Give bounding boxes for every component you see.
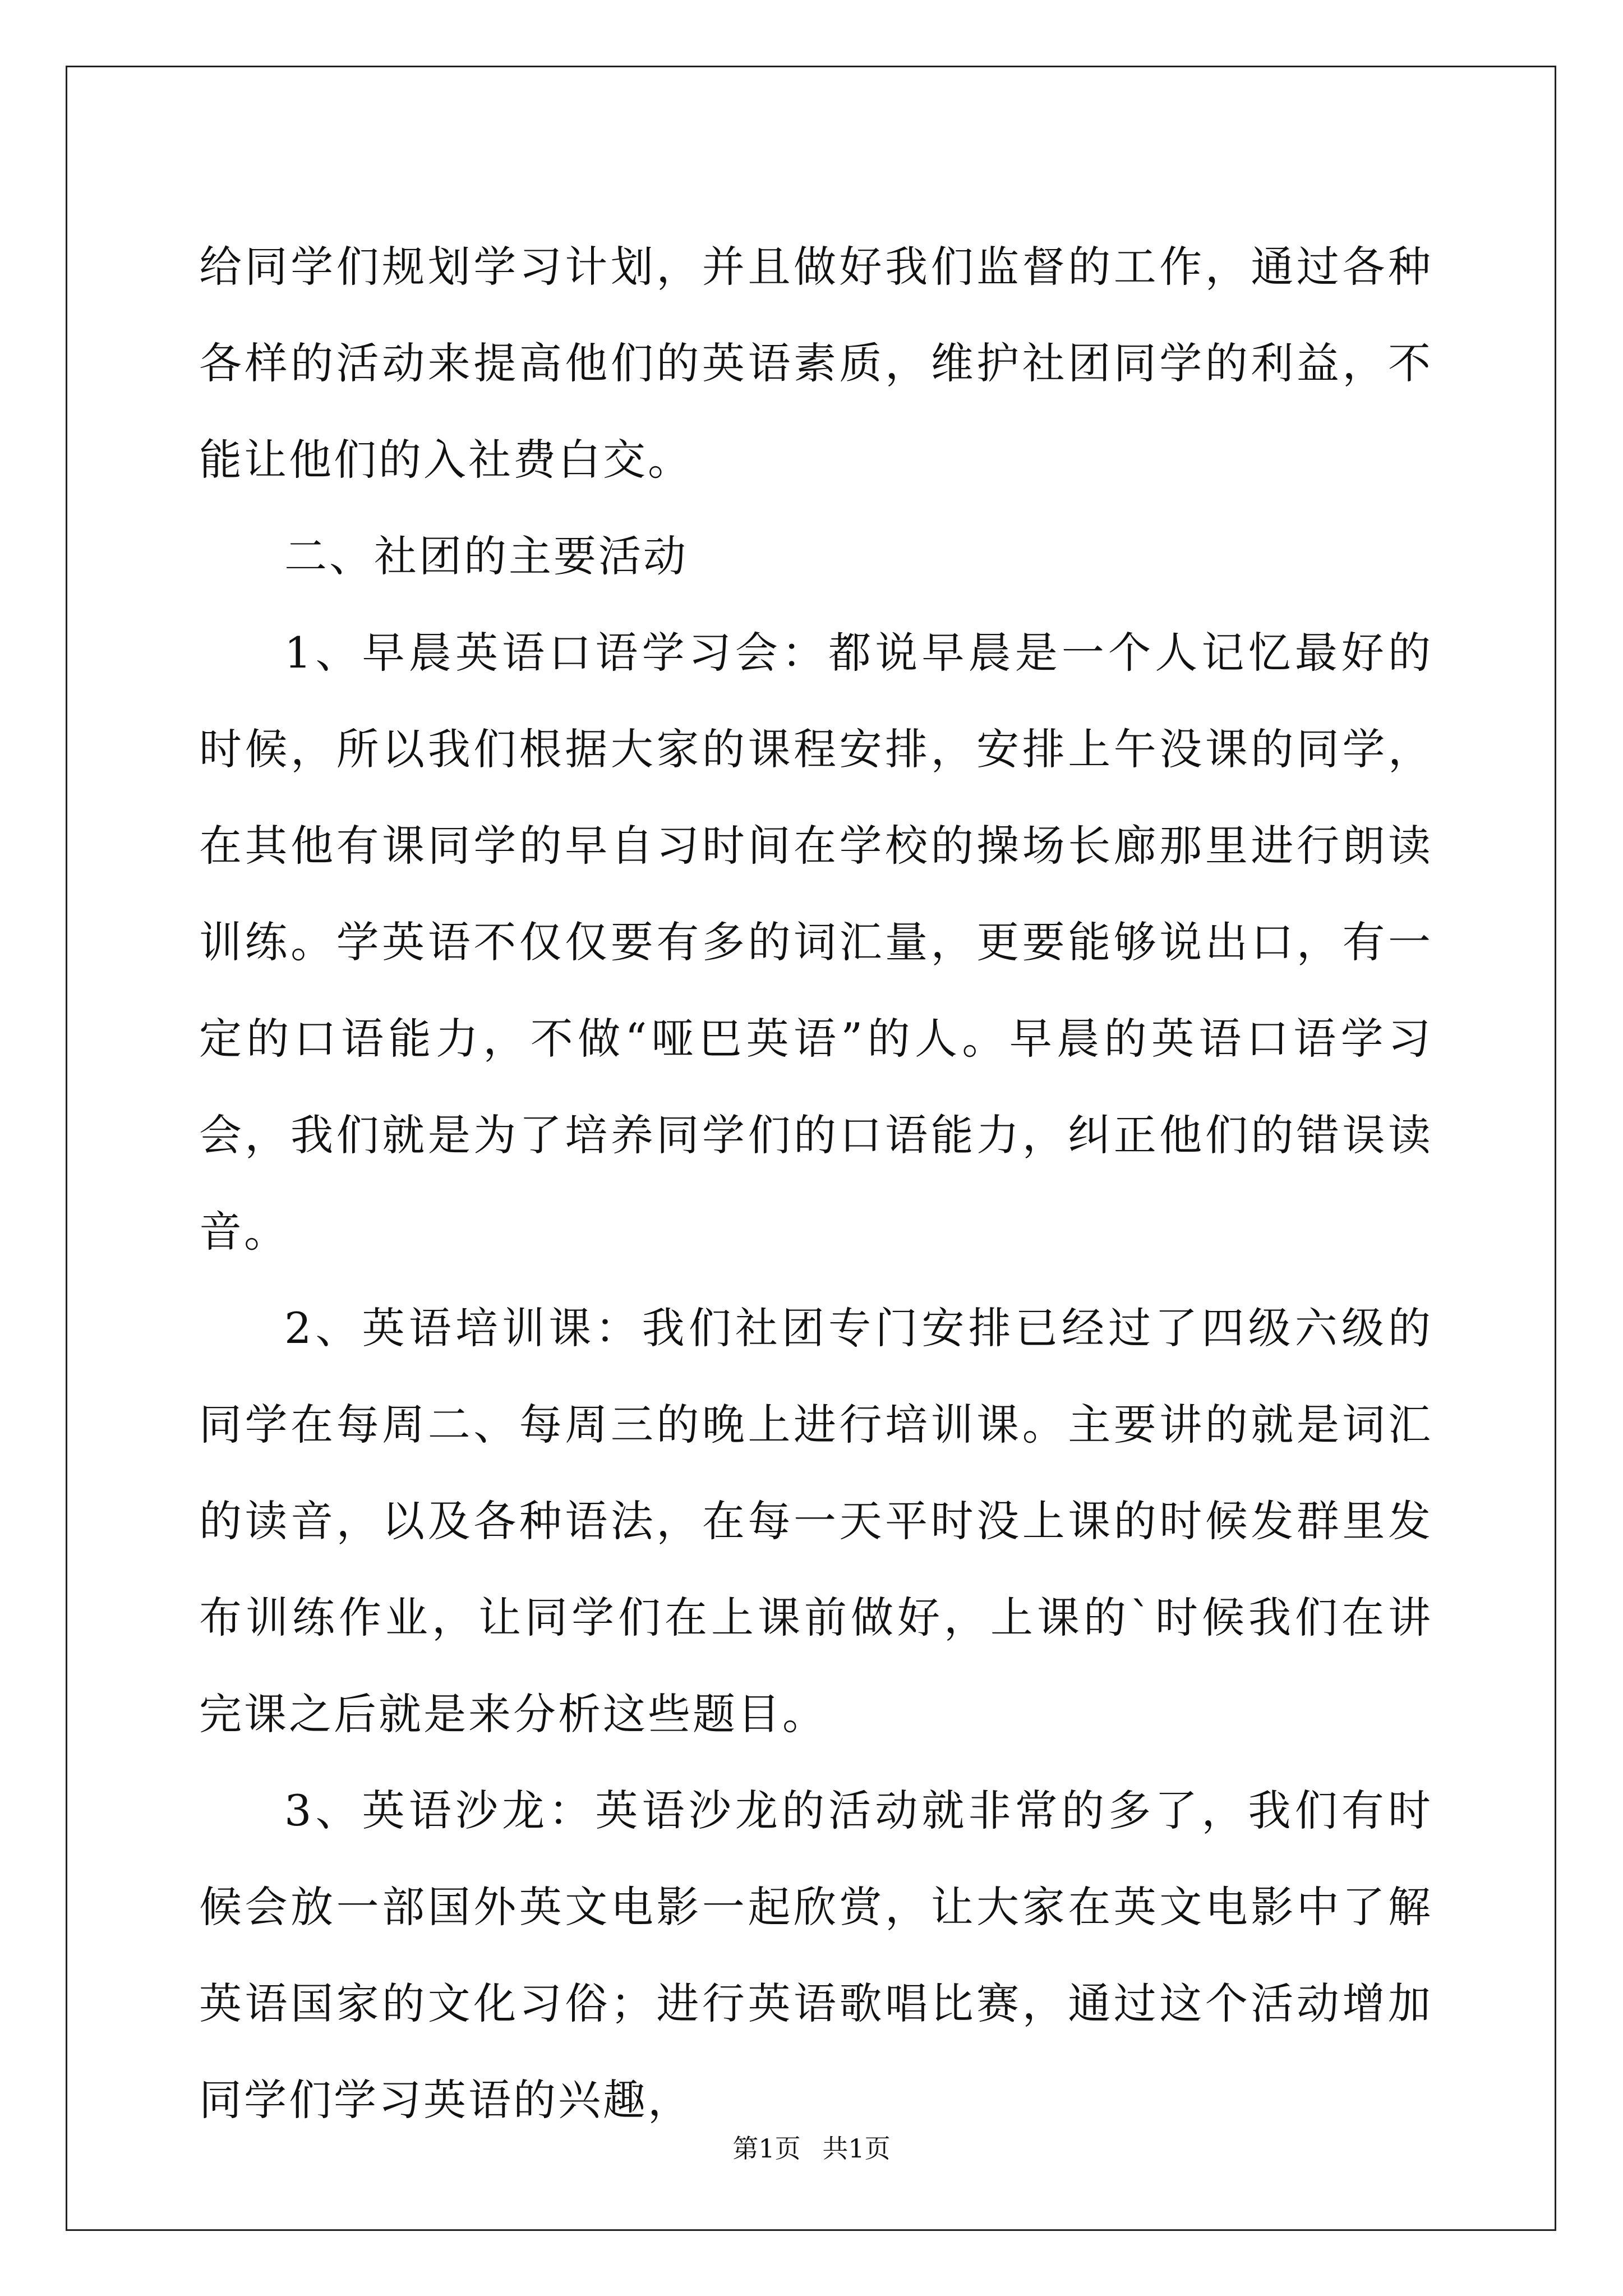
document-body	[199, 219, 1433, 2148]
paragraph-english-salon: 3、英语沙龙：英语沙龙的活动就非常的多了，我们有时候会放一部国外英文电影一起欣赏，让大家在英文电影中了解英语国家的文化习俗；进行英语歌唱比赛，通过这个活动增加同学们学习英语的兴趣，	[199, 1786, 1433, 2125]
section-heading: 二、社团的主要活动	[284, 531, 688, 581]
page-footer	[0, 2132, 1623, 2165]
page-number-total: 共1页	[822, 2133, 891, 2164]
page-number-current: 第1页	[732, 2133, 801, 2164]
paragraph-1: 给同学们规划学习计划，并且做好我们监督的工作，通过各种各样的活动来提高他们的英语素质，维护社团同学的利益，不能让他们的入社费白交。	[199, 242, 1433, 485]
paragraph-training-course: 2、英语培训课：我们社团专门安排已经过了四级六级的同学在每周二、每周三的晚上进行培训课。主要讲的就是词汇的读音，以及各种语法，在每一天平时没上课的时候发群里发布训练作业，让同学们在上课前做好，上课的`时候我们在讲完课之后就是来分析这些题目。	[199, 1303, 1433, 1739]
paragraph-morning-oral: 1、早晨英语口语学习会：都说早晨是一个人记忆最好的时候，所以我们根据大家的课程安排，安排上午没课的同学，在其他有课同学的早自习时间在学校的操场长廊那里进行朗读训练。学英语不仅仅要有多的词汇量，更要能够说出口，有一定的口语能力，不做“哑巴英语”的人。早晨的英语口语学习会，我们就是为了培养同学们的口语能力，纠正他们的错误读音。	[199, 628, 1433, 1257]
